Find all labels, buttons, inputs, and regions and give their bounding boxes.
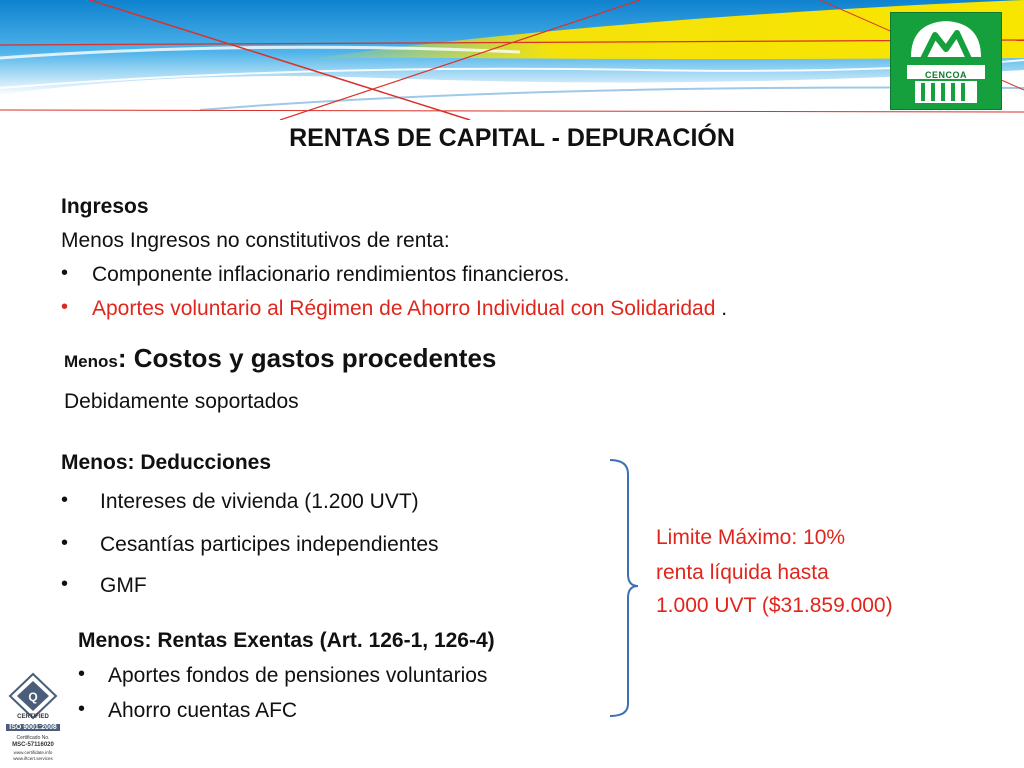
header-banner bbox=[0, 0, 1024, 120]
svg-text:Q: Q bbox=[28, 690, 38, 704]
bullet-icon: • bbox=[61, 296, 69, 318]
costos-heading-text: : Costos y gastos procedentes bbox=[117, 343, 497, 373]
deducciones-heading: Menos: Deducciones bbox=[61, 451, 272, 474]
limite-line-1: Limite Máximo: 10% bbox=[656, 526, 846, 549]
ingresos-item-2 bbox=[92, 297, 727, 321]
bullet-icon: • bbox=[61, 262, 69, 284]
banner-graphic bbox=[0, 0, 1024, 120]
iso-line-2: MSC-57116020 bbox=[12, 742, 54, 748]
logo-label: CENCOA bbox=[924, 70, 967, 80]
cencoa-logo-icon bbox=[891, 13, 1001, 109]
limite-line-3: 1.000 UVT ($31.859.000) bbox=[656, 594, 893, 617]
costos-prefix: Menos bbox=[64, 352, 118, 371]
ingresos-item-2-suffix: . bbox=[715, 297, 728, 320]
iso-certification-badge bbox=[6, 672, 60, 764]
costos-heading bbox=[64, 343, 496, 374]
bullet-icon: • bbox=[78, 698, 86, 720]
bullet-icon: • bbox=[61, 489, 69, 511]
ingresos-subheading: Menos Ingresos no constitutivos de renta: bbox=[61, 229, 450, 252]
bullet-icon: • bbox=[61, 573, 69, 595]
iso-line-1: Certificado No. bbox=[16, 735, 50, 741]
page-title: RENTAS DE CAPITAL - DEPURACIÓN bbox=[289, 124, 735, 152]
iso-certified-label: CERTIFIED bbox=[17, 714, 49, 720]
bullet-icon: • bbox=[78, 663, 86, 685]
cencoa-logo bbox=[890, 12, 1002, 110]
deducciones-item-1: Intereses de vivienda (1.200 UVT) bbox=[100, 490, 419, 513]
iso-standard: ISO 9001:2008 bbox=[6, 724, 60, 731]
ingresos-item-1: Componente inflacionario rendimientos financieros. bbox=[92, 263, 570, 286]
deducciones-item-2: Cesantías participes independientes bbox=[100, 533, 439, 556]
ingresos-item-2-text: Aportes voluntario al Régimen de Ahorro Individual con Solidaridad bbox=[92, 297, 716, 320]
right-brace-icon bbox=[600, 456, 640, 726]
iso-line-4: www.iftcert.services bbox=[13, 756, 53, 761]
deducciones-item-3: GMF bbox=[100, 574, 147, 597]
limite-line-2: renta líquida hasta bbox=[656, 561, 829, 584]
exentas-item-2: Ahorro cuentas AFC bbox=[108, 699, 298, 722]
bullet-icon: • bbox=[61, 532, 69, 554]
exentas-item-1: Aportes fondos de pensiones voluntarios bbox=[108, 664, 488, 687]
exentas-heading: Menos: Rentas Exentas (Art. 126-1, 126-4) bbox=[78, 629, 495, 652]
ingresos-heading: Ingresos bbox=[61, 195, 149, 218]
costos-detail: Debidamente soportados bbox=[64, 390, 299, 413]
iso-line-3: www.certifidate.info bbox=[13, 750, 53, 755]
